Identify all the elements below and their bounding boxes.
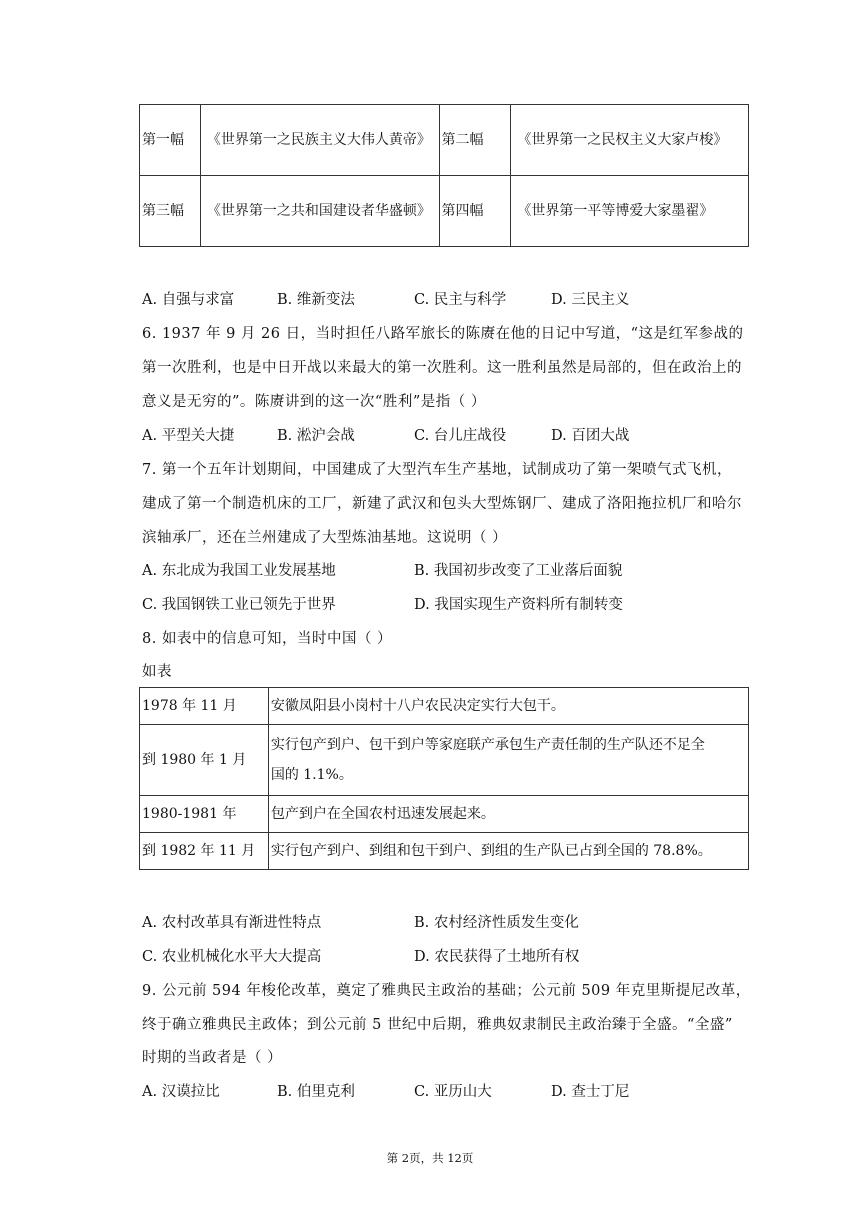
q8-table-caption: 如表 <box>142 664 172 680</box>
table-cell: 第四幅 <box>439 176 511 247</box>
table-cell-date: 1978 年 11 月 <box>140 688 269 725</box>
page-footer: 第 2页，共 12页 <box>386 1151 474 1165</box>
table-cell: 《世界第一之民族主义大伟人黄帝》 <box>200 105 439 176</box>
q8-option-a: A. 农村改革具有渐进性特点 <box>142 915 322 931</box>
q9-option-b: B. 伯里克利 <box>277 1084 355 1100</box>
cell-line: 国的 1.1%。 <box>270 767 353 783</box>
q8-option-c: C. 农业机械化水平大大提高 <box>142 949 322 965</box>
q6-text-line-1: 6. 1937 年 9 月 26 日，当时担任八路军旅长的陈赓在他的日记中写道，“这是红军参战的 <box>142 326 744 342</box>
q5-option-a: A. 自强与求富 <box>142 292 235 308</box>
q6-text-line-2: 第一次胜利，也是中日开战以来最大的第一次胜利。这一胜利虽然是局部的，但在政治上的 <box>142 360 742 376</box>
q9-text-line-2: 终于确立雅典民主政体；到公元前 5 世纪中后期，雅典奴隶制民主政治臻于全盛。“全盛” <box>142 1017 733 1033</box>
q9-option-c: C. 亚历山大 <box>414 1084 492 1100</box>
table-row <box>140 796 749 833</box>
q8-text-line-1: 8. 如表中的信息可知，当时中国（ ） <box>142 631 393 647</box>
table-row <box>140 176 749 247</box>
table-cell-date: 1980-1981 年 <box>140 796 269 833</box>
q5-option-b: B. 维新变法 <box>277 292 355 308</box>
q9-text-line-3: 时期的当政者是（ ） <box>142 1050 283 1066</box>
table-cell-text: 包产到户在全国农村迅速发展起来。 <box>268 796 748 833</box>
table-cell-text: 实行包产到户、到组和包干到户、到组的生产队已占到全国的 78.8%。 <box>268 833 748 870</box>
table-cell-text: 安徽凤阳县小岗村十八户农民决定实行大包干。 <box>268 688 748 725</box>
q7-option-c: C. 我国钢铁工业已领先于世界 <box>142 597 336 613</box>
q8-option-b: B. 农村经济性质发生变化 <box>414 915 579 931</box>
table-cell: 《世界第一之民权主义大家卢梭》 <box>511 105 749 176</box>
table-cell: 第三幅 <box>140 176 201 247</box>
table-cell-text <box>268 725 748 796</box>
q7-text-line-3: 滨轴承厂，还在兰州建成了大型炼油基地。这说明（ ） <box>142 530 508 546</box>
table-cell: 《世界第一平等博爱大家墨翟》 <box>511 176 749 247</box>
q7-text-line-2: 建成了第一个制造机床的工厂，新建了武汉和包头大型炼钢厂、建成了洛阳拖拉机厂和哈尔 <box>142 496 742 512</box>
table-reform <box>139 687 749 870</box>
q7-option-d: D. 我国实现生产资料所有制转变 <box>414 597 623 613</box>
table-row <box>140 105 749 176</box>
q9-option-a: A. 汉谟拉比 <box>142 1084 220 1100</box>
q6-option-b: B. 淞沪会战 <box>277 428 355 444</box>
table-row <box>140 725 749 796</box>
cell-line: 实行包产到户、包干到户等家庭联产承包生产责任制的生产队还不足全 <box>270 737 705 753</box>
table-cell-date: 到 1980 年 1 月 <box>140 725 269 796</box>
q9-option-d: D. 查士丁尼 <box>551 1084 630 1100</box>
table-row <box>140 688 749 725</box>
table-cell: 第二幅 <box>439 105 511 176</box>
q7-option-b: B. 我国初步改变了工业落后面貌 <box>414 563 623 579</box>
q9-text-line-1: 9. 公元前 594 年梭伦改革，奠定了雅典民主政治的基础；公元前 509 年克里斯提尼改革， <box>142 983 751 999</box>
q6-text-line-3: 意义是无穷的”。陈赓讲到的这一次“胜利”是指（ ） <box>142 394 486 410</box>
q5-option-c: C. 民主与科学 <box>414 292 507 308</box>
q8-option-d: D. 农民获得了土地所有权 <box>414 949 580 965</box>
table-cell: 第一幅 <box>140 105 201 176</box>
q7-option-a: A. 东北成为我国工业发展基地 <box>142 563 336 579</box>
table-cell: 《世界第一之共和国建设者华盛顿》 <box>200 176 439 247</box>
table-portraits <box>139 104 749 247</box>
q7-text-line-1: 7. 第一个五年计划期间，中国建成了大型汽车生产基地，试制成功了第一架喷气式飞机， <box>142 462 732 478</box>
q6-option-c: C. 台儿庄战役 <box>414 428 507 444</box>
q6-option-d: D. 百团大战 <box>551 428 630 444</box>
table-cell-date: 到 1982 年 11 月 <box>140 833 269 870</box>
q6-option-a: A. 平型关大捷 <box>142 428 235 444</box>
q5-option-d: D. 三民主义 <box>551 292 630 308</box>
table-row <box>140 833 749 870</box>
